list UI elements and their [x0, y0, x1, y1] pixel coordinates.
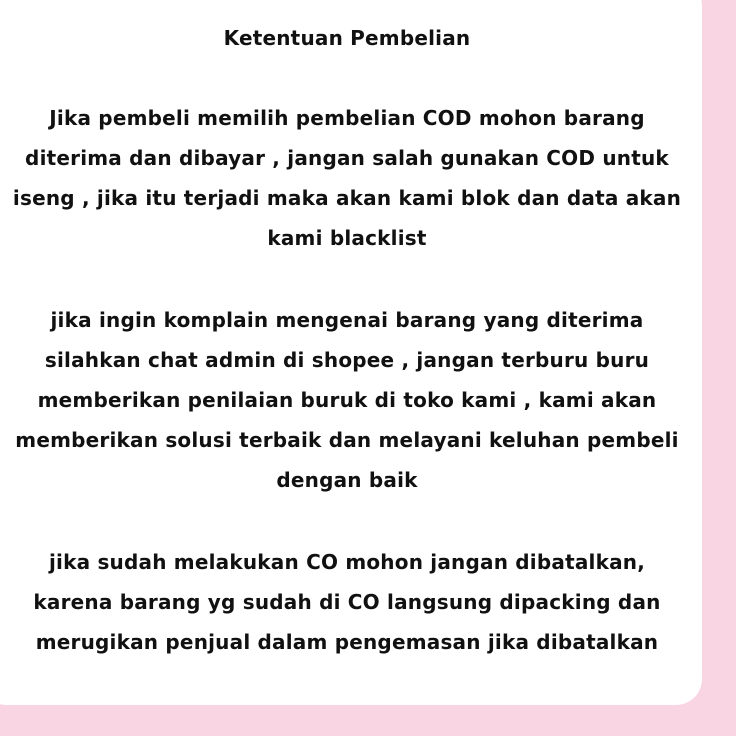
paragraph-complaint — [0, 300, 694, 500]
paragraph-line: memberikan solusi terbaik dan melayani keluhan pembeli — [15, 428, 679, 452]
paragraph-line: silahkan chat admin di shopee , jangan terburu buru — [44, 348, 650, 372]
paragraph-cod — [0, 98, 694, 258]
paragraph-line: jika sudah melakukan CO mohon jangan dibatalkan, — [48, 550, 646, 574]
paragraph-line: jika ingin komplain mengenai barang yang diterima — [50, 308, 644, 332]
paragraph-cancellation — [0, 542, 694, 662]
paragraph-line: iseng , jika itu terjadi maka akan kami blok dan data akan — [12, 186, 682, 210]
paragraph-line: karena barang yg sudah di CO langsung dipacking dan — [33, 590, 661, 614]
paragraph-line: dengan baik — [276, 468, 418, 492]
paragraph-line: diterima dan dibayar , jangan salah gunakan COD untuk — [25, 146, 669, 170]
page-title: Ketentuan Pembelian — [223, 26, 471, 50]
paragraph-line: memberikan penilaian buruk di toko kami , kami akan — [37, 388, 657, 412]
paragraph-line: merugikan penjual dalam pengemasan jika dibatalkan — [35, 630, 659, 654]
paragraph-line: Jika pembeli memilih pembelian COD mohon barang — [49, 106, 645, 130]
paragraph-line: kami blacklist — [267, 226, 427, 250]
